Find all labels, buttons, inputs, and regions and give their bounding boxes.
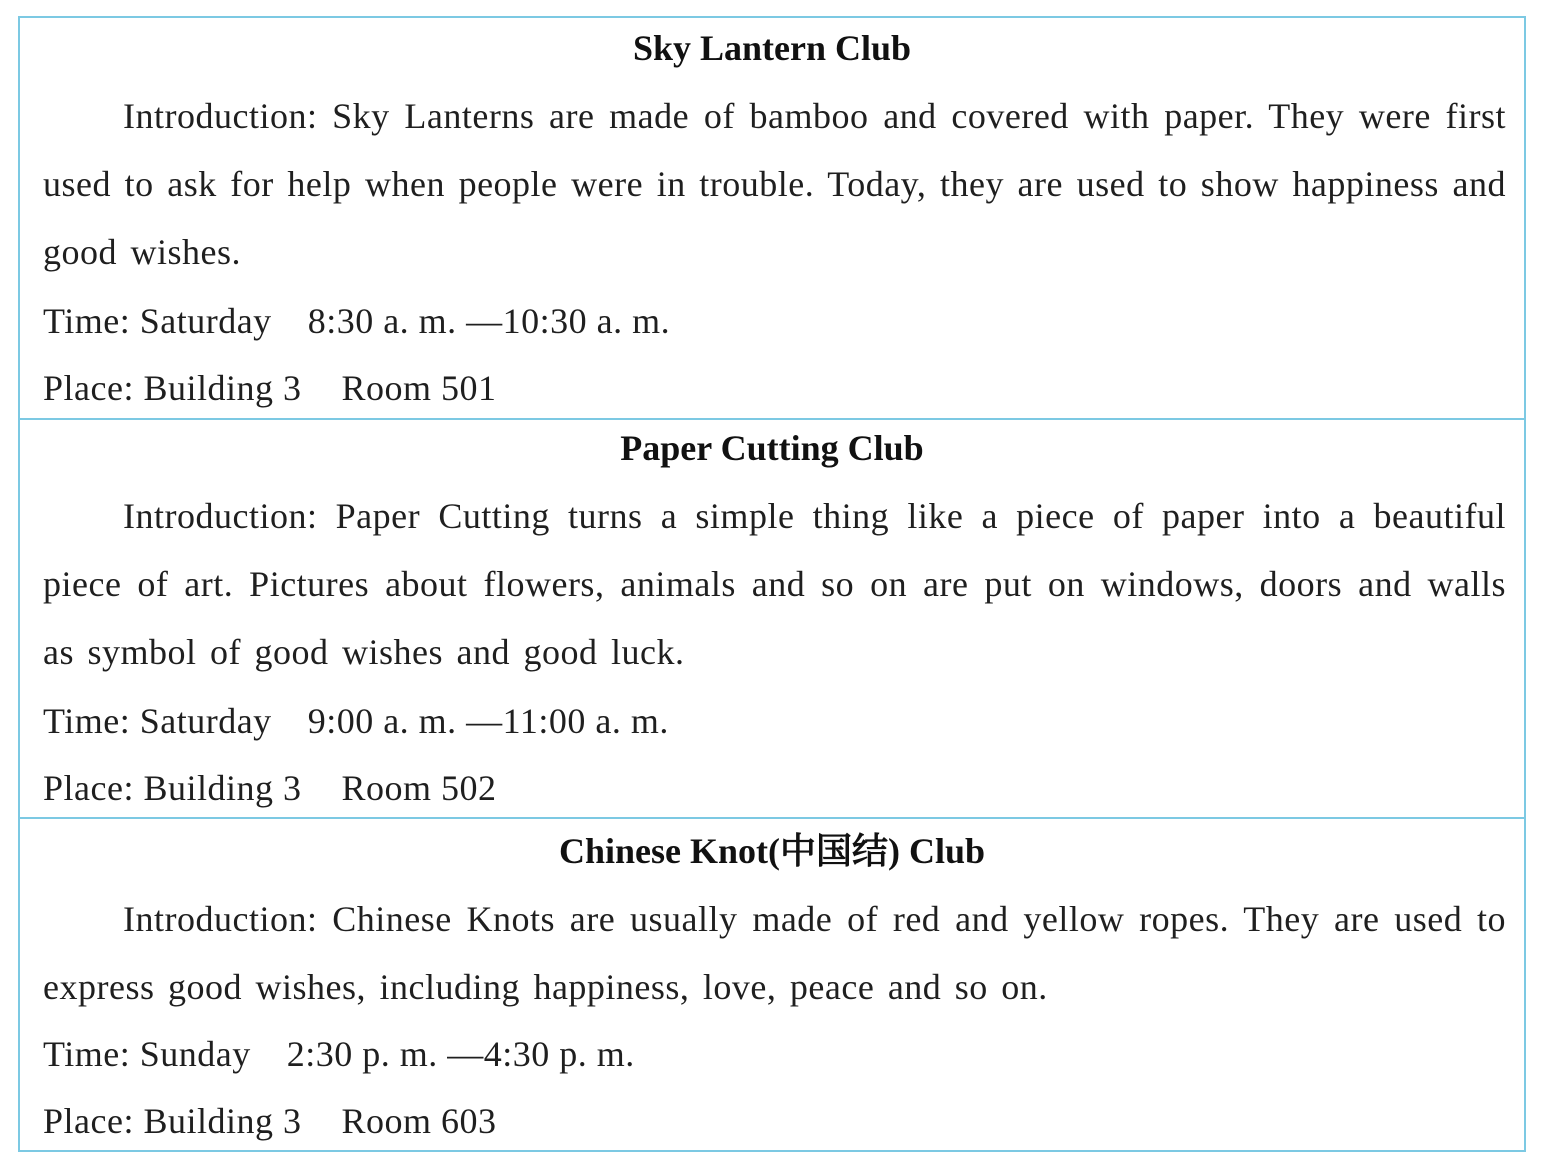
club-place: [43, 368, 1506, 408]
club-section-chinese-knot: [20, 817, 1524, 1152]
club-title: Chinese Knot(中国结) Club: [558, 831, 986, 871]
time-value: 8:30 a. m. —10:30 a. m.: [307, 301, 671, 341]
time-value: 9:00 a. m. —11:00 a. m.: [307, 701, 669, 741]
club-title: Paper Cutting Club: [620, 428, 924, 468]
time-label: Time: Sunday: [43, 1034, 251, 1074]
time-value: 2:30 p. m. —4:30 p. m.: [286, 1034, 635, 1074]
club-time: [43, 301, 1506, 341]
club-section-sky-lantern: [20, 18, 1524, 418]
club-time: [43, 1034, 1506, 1074]
club-place: [43, 1101, 1506, 1141]
club-place: [43, 768, 1506, 808]
club-introduction: Introduction: Sky Lanterns are made of bamboo and covered with paper. They were first used to ask for help when people were in trouble. Today, they are used to show happiness and good wishes.: [43, 96, 1506, 272]
club-introduction: Introduction: Chinese Knots are usually made of red and yellow ropes. They are used to express good wishes, including happiness, love, peace and so on.: [43, 899, 1506, 1007]
club-title: Sky Lantern Club: [632, 28, 912, 68]
place-label: Place: Building 3: [43, 1101, 302, 1141]
place-label: Place: Building 3: [43, 368, 302, 408]
club-section-paper-cutting: [20, 418, 1524, 817]
place-room: Room 603: [341, 1101, 497, 1141]
time-label: Time: Saturday: [43, 701, 272, 741]
time-label: Time: Saturday: [43, 301, 272, 341]
place-room: Room 501: [341, 368, 497, 408]
place-label: Place: Building 3: [43, 768, 302, 808]
club-introduction: Introduction: Paper Cutting turns a simple thing like a piece of paper into a beautiful piece of art. Pictures about flowers, animals and so on are put on windows, doors and walls as symbol of good wishes and good luck.: [43, 496, 1506, 672]
club-time: [43, 701, 1506, 741]
place-room: Room 502: [341, 768, 497, 808]
club-table: [18, 16, 1526, 1152]
